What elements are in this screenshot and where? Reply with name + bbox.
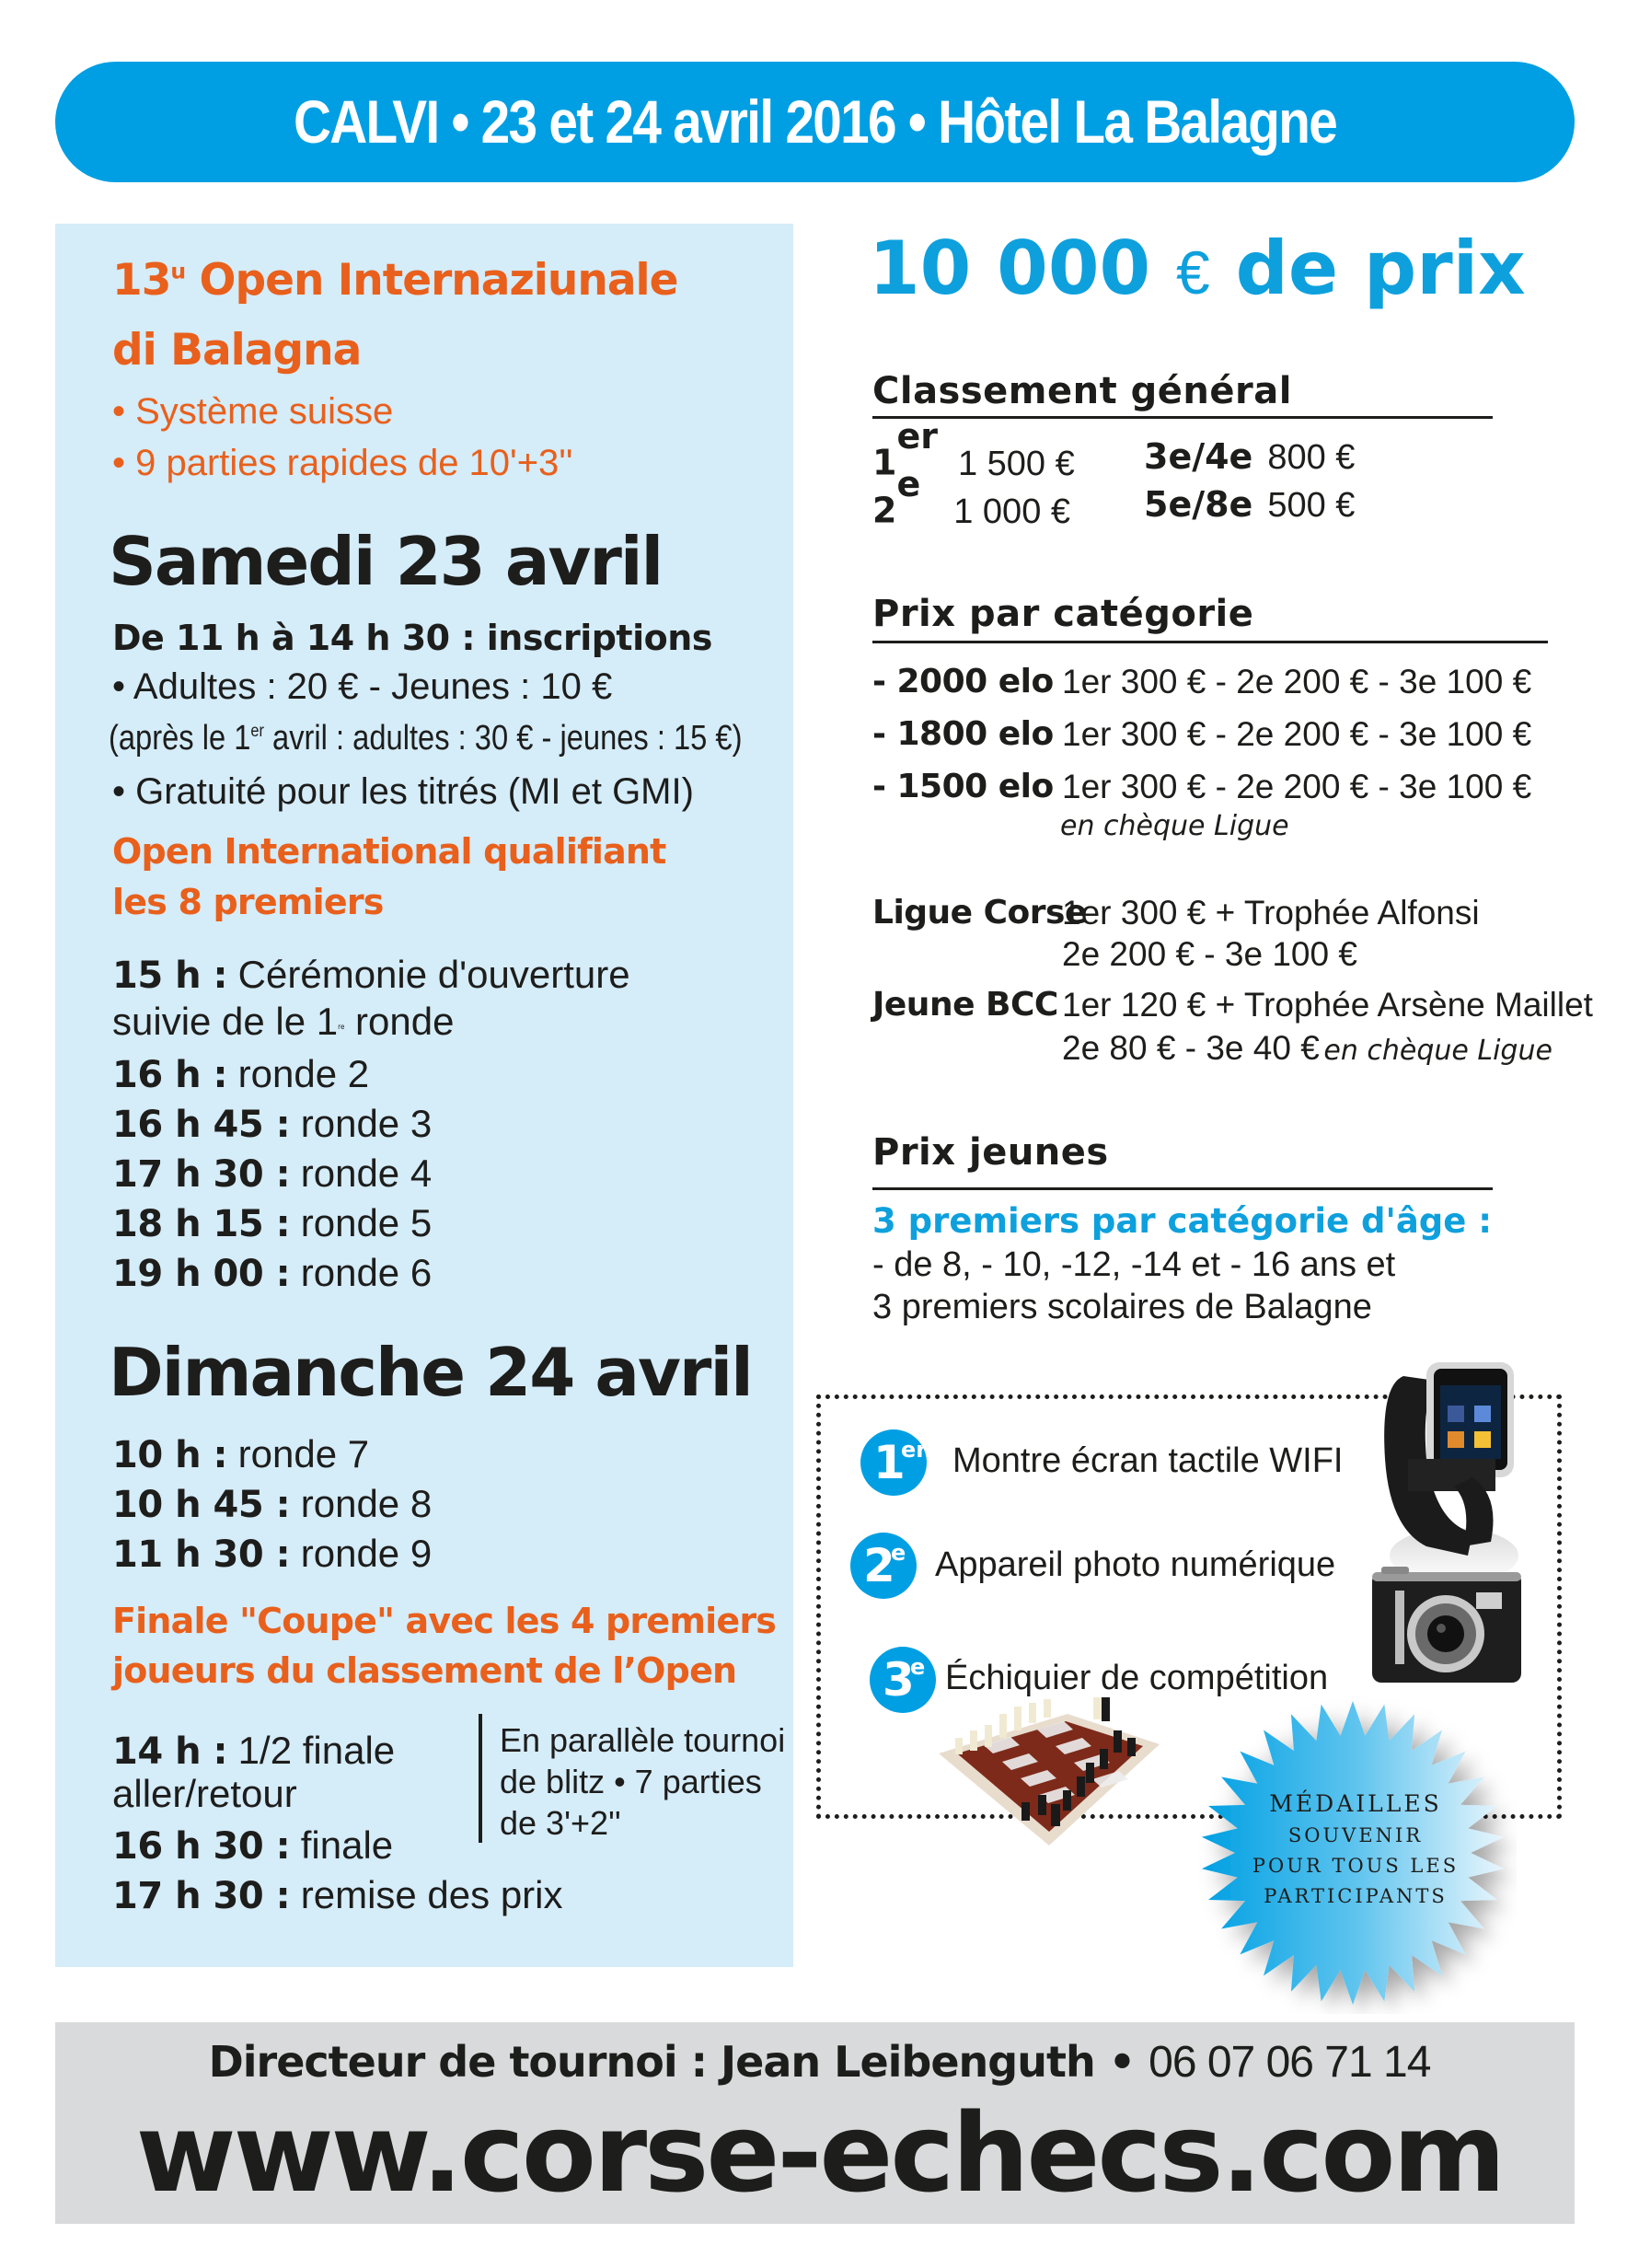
youth-line: 3 premiers scolaires de Balagne bbox=[872, 1288, 1372, 1326]
tournament-title-line1: 13$^u$ Open Internaziunale bbox=[112, 255, 678, 306]
saturday-heading: Samedi 23 avril bbox=[109, 523, 663, 600]
director-line: Directeur de tournoi : Jean Leibenguth • 06 07 06 71 14 bbox=[208, 2037, 1431, 2087]
finale-line1: Finale "Coupe" avec les 4 premiers bbox=[112, 1601, 777, 1641]
youth-line: - de 8, - 10, -12, -14 et - 16 ans et bbox=[872, 1245, 1396, 1284]
finale-line2: joueurs du classement de l’Open bbox=[112, 1650, 737, 1691]
finals-item: 14 h : 1/2 finale bbox=[112, 1729, 396, 1773]
website-link[interactable]: www.corse-echecs.com bbox=[135, 2089, 1504, 2216]
badge-line: souvenir bbox=[1287, 1824, 1424, 1846]
general-ranking-heading: Classement général bbox=[872, 370, 1292, 412]
sunday-heading: Dimanche 24 avril bbox=[109, 1334, 752, 1411]
category-prize-heading: Prix par catégorie bbox=[872, 593, 1254, 635]
schedule-item: 15 h : Cérémonie d'ouverture bbox=[112, 953, 630, 997]
category-value: 1er 300 € - 2e 200 € - 3e 100 € bbox=[1062, 715, 1532, 753]
schedule-item: 18 h 15 : ronde 5 bbox=[112, 1201, 433, 1245]
cheque-note: en chèque Ligue bbox=[1060, 810, 1289, 842]
schedule-item: 19 h 00 : ronde 6 bbox=[112, 1251, 433, 1295]
tournament-title-line2: di Balagna bbox=[112, 325, 362, 376]
category-value: 1er 300 € - 2e 200 € - 3e 100 € bbox=[1062, 663, 1532, 700]
prize-3-label: Échiquier de compétition bbox=[945, 1659, 1329, 1697]
schedule-item: 10 h 45 : ronde 8 bbox=[112, 1482, 433, 1526]
inscriptions-line: De 11 h à 14 h 30 : inscriptions bbox=[112, 618, 712, 658]
format-bullet: • 9 parties rapides de 10'+3'' bbox=[112, 443, 573, 483]
schedule-item: 11 h 30 : ronde 9 bbox=[112, 1532, 433, 1576]
prize-2-label: Appareil photo numérique bbox=[935, 1545, 1336, 1584]
blitz-note: En parallèle tournoi bbox=[500, 1721, 786, 1759]
phone-number: 06 07 06 71 14 bbox=[1148, 2038, 1431, 2087]
finals-item: 16 h 30 : finale bbox=[112, 1823, 394, 1868]
category-value: 1er 300 € - 2e 200 € - 3e 100 € bbox=[1062, 768, 1532, 805]
jeune-bcc-line1: 1er 120 € + Trophée Arsène Maillet bbox=[1062, 986, 1593, 1024]
chessboard-icon bbox=[929, 1694, 1169, 1855]
badge-line: Médailles bbox=[1269, 1790, 1442, 1817]
finals-item: 17 h 30 : remise des prix bbox=[112, 1873, 563, 1917]
divider-line bbox=[479, 1714, 482, 1843]
prize-row: 3e/4e 800 € bbox=[1144, 436, 1356, 477]
rank-badge-2: 2 e bbox=[850, 1533, 917, 1599]
schedule-item: 17 h 30 : ronde 4 bbox=[112, 1151, 433, 1196]
youth-subheading: 3 premiers par catégorie d'âge : bbox=[872, 1201, 1493, 1241]
ligue-corse-line1: 1er 300 € + Trophée Alfonsi bbox=[1062, 894, 1480, 932]
section-rule bbox=[872, 641, 1548, 643]
rank-badge-1: 1 er bbox=[860, 1429, 927, 1496]
blitz-note: de 3'+2'' bbox=[500, 1804, 621, 1842]
prize-row: 2e1 000 € bbox=[872, 464, 1071, 531]
schedule-item: 16 h 45 : ronde 3 bbox=[112, 1102, 433, 1146]
banner-title: CALVI • 23 et 24 avril 2016 • Hôtel La Balagne bbox=[293, 87, 1337, 156]
camera-icon bbox=[1368, 1556, 1529, 1689]
ligue-corse-label: Ligue Corse bbox=[872, 894, 1087, 932]
prize-row: 5e/8e 500 € bbox=[1144, 484, 1356, 525]
starburst-badge bbox=[1195, 1696, 1517, 2014]
header-banner bbox=[55, 62, 1575, 182]
section-rule bbox=[872, 1187, 1493, 1190]
badge-line: participants bbox=[1264, 1885, 1448, 1907]
section-rule bbox=[872, 416, 1493, 419]
starburst-shape bbox=[1202, 1701, 1504, 2005]
jeune-bcc-line2: 2e 80 € - 3e 40 € en chèque Ligue bbox=[1062, 1029, 1552, 1067]
free-entry-line: • Gratuité pour les titrés (MI et GMI) bbox=[112, 771, 694, 812]
schedule-item: suivie de le 1re ronde bbox=[112, 1000, 455, 1043]
fees-line: • Adultes : 20 € - Jeunes : 10 € bbox=[112, 666, 613, 707]
category-label: - 2000 elo bbox=[872, 663, 1054, 700]
jeune-bcc-label: Jeune BCC bbox=[872, 986, 1058, 1024]
badge-line: pour tous les bbox=[1252, 1855, 1460, 1877]
schedule-item: 16 h : ronde 2 bbox=[112, 1052, 370, 1096]
finals-item: aller/retour bbox=[112, 1772, 297, 1815]
format-bullet: • Système suisse bbox=[112, 391, 394, 432]
prize-row: 1er1 500 € bbox=[872, 416, 1075, 483]
category-label: - 1800 elo bbox=[872, 715, 1054, 753]
late-fees-line: (après le 1er avril : adultes : 30 € - jeunes : 15 €) bbox=[109, 719, 743, 758]
youth-prize-heading: Prix jeunes bbox=[872, 1131, 1109, 1174]
qualifier-line2: les 8 premiers bbox=[112, 882, 384, 922]
blitz-note: de blitz • 7 parties bbox=[500, 1763, 762, 1800]
prize-1-label: Montre écran tactile WIFI bbox=[952, 1441, 1344, 1480]
ligue-corse-line2: 2e 200 € - 3e 100 € bbox=[1062, 935, 1357, 973]
category-label: - 1500 elo bbox=[872, 768, 1054, 805]
qualifier-line1: Open International qualifiant bbox=[112, 831, 666, 872]
schedule-item: 10 h : ronde 7 bbox=[112, 1432, 370, 1476]
total-prize-heading: 10 000 € de prix bbox=[869, 226, 1526, 311]
rank-badge-3: 3 e bbox=[870, 1647, 936, 1713]
